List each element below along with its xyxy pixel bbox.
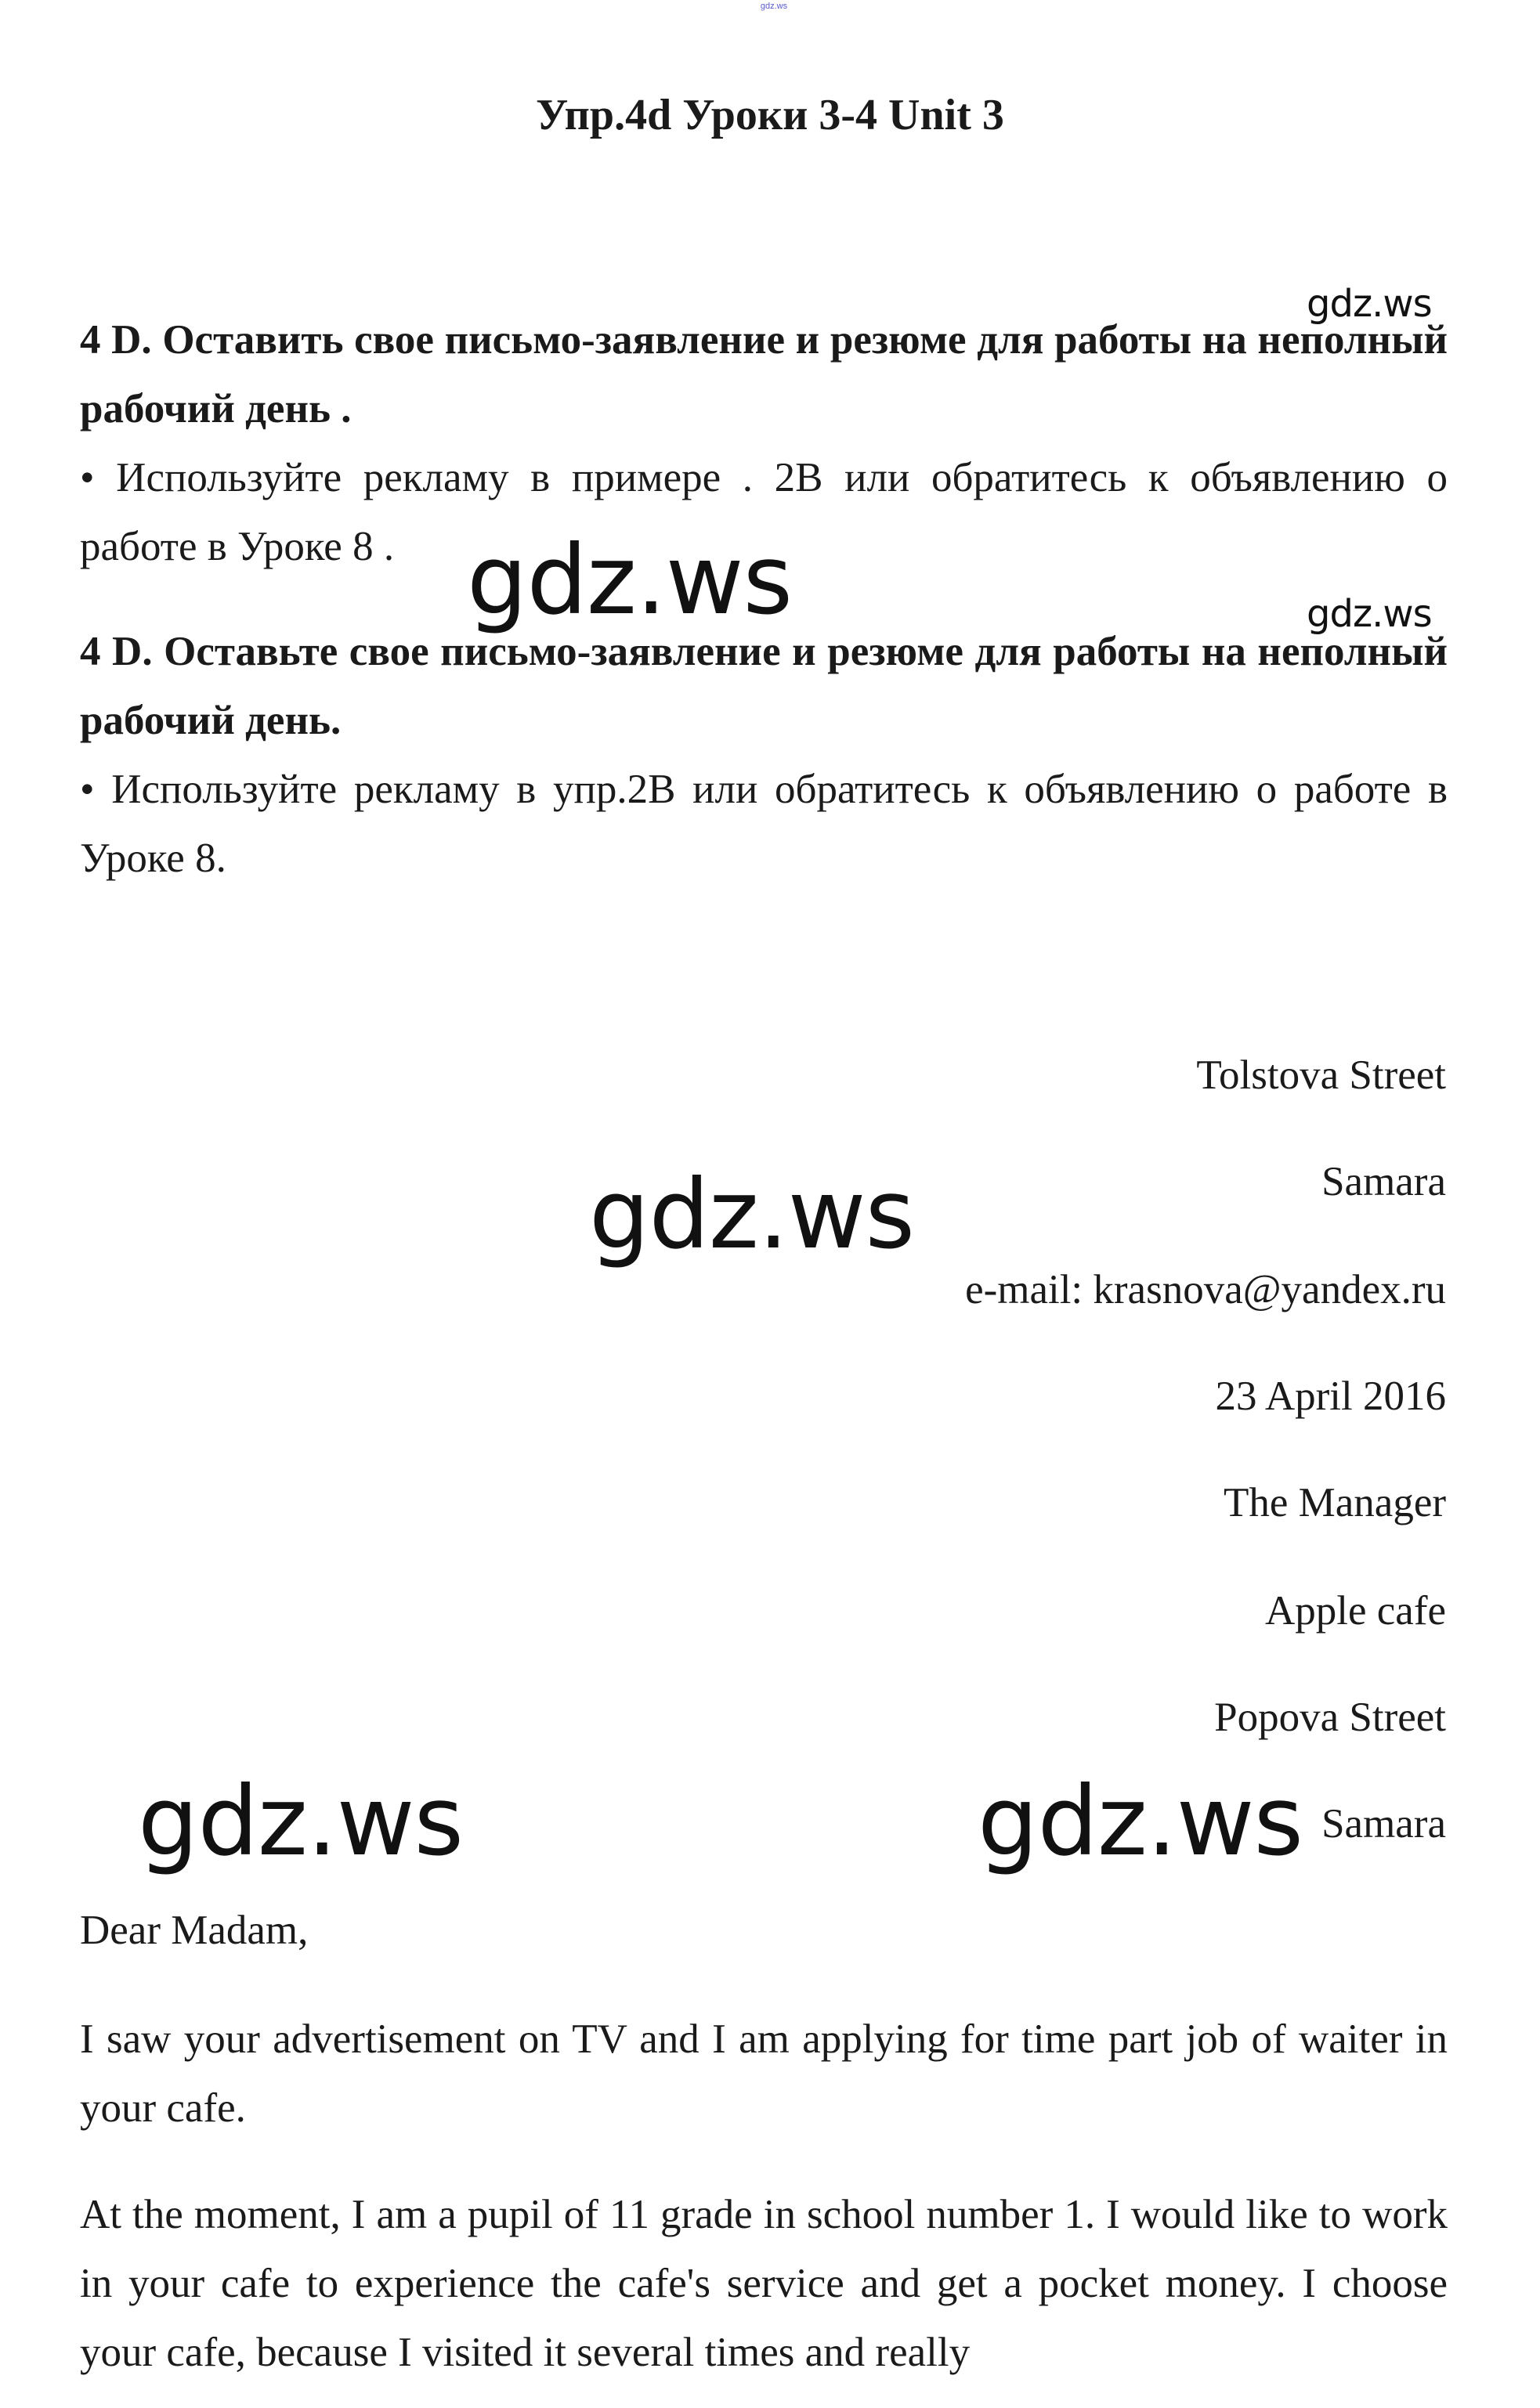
page-title: Упр.4d Уроки 3-4 Unit 3 bbox=[536, 91, 1004, 139]
header-watermark: gdz.ws bbox=[760, 2, 788, 11]
watermark-large-1: gdz.ws bbox=[467, 525, 793, 636]
task-1-body: • Используйте рекламу в примере . 2В или обратитесь к объявлению о работе в Уроке 8 . bbox=[80, 455, 1448, 569]
task-1-heading: 4 D. Оставить свое письмо-заявление и резюме для работы на неполный рабочий день . bbox=[80, 317, 1448, 431]
letter-date: 23 April 2016 bbox=[1215, 1374, 1446, 1419]
task-2-body: • Используйте рекламу в упр.2В или обратитесь к объявлению о работе в Уроке 8. bbox=[80, 767, 1448, 881]
salutation: Dear Madam, bbox=[80, 1908, 309, 1953]
sender-email: e-mail: krasnova@yandex.ru bbox=[965, 1267, 1446, 1312]
recipient-company: Apple cafe bbox=[1265, 1588, 1446, 1634]
letter-paragraph-2: At the moment, I am a pupil of 11 grade in school number 1. I would like to work in your cafe to experience the cafe's service and get a pocket money. I choose your cafe, because I visited it several times and really bbox=[80, 2192, 1448, 2375]
recipient-city: Samara bbox=[1321, 1801, 1446, 1847]
watermark-small-1: gdz.ws bbox=[1307, 282, 1432, 326]
recipient-street: Popova Street bbox=[1214, 1695, 1446, 1740]
recipient-title: The Manager bbox=[1224, 1480, 1446, 1525]
watermark-large-2: gdz.ws bbox=[589, 1159, 915, 1270]
task-2-heading: 4 D. Оставьте свое письмо-заявление и резюме для работы на неполный рабочий день. bbox=[80, 629, 1448, 743]
watermark-large-4: gdz.ws bbox=[978, 1766, 1303, 1877]
letter-paragraph-1: I saw your advertisement on TV and I am applying for time part job of waiter in your cafe. bbox=[80, 2016, 1448, 2131]
sender-street: Tolstova Street bbox=[1196, 1052, 1446, 1098]
sender-city: Samara bbox=[1321, 1159, 1446, 1204]
watermark-small-2: gdz.ws bbox=[1307, 592, 1432, 636]
watermark-large-3: gdz.ws bbox=[138, 1766, 464, 1877]
